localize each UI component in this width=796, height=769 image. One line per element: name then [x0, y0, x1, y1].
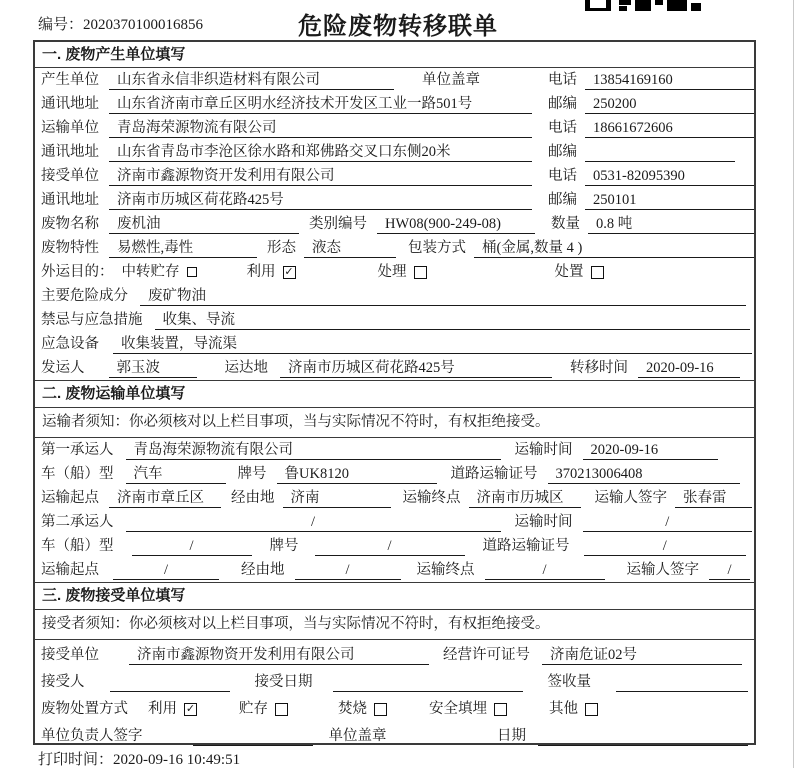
transport-route-row-1 — [35, 486, 754, 510]
responsible-signature-row — [35, 721, 754, 748]
transporter-phone-value: 18661672606 — [585, 118, 754, 138]
recipient-row — [35, 667, 754, 694]
purpose-dispose-label: 处置 — [554, 264, 584, 280]
transporter-notice: 运输者须知：你必须核对以上栏目事项，当与实际情况不符时，有权拒绝接受。 — [35, 408, 754, 438]
receipt-date-label: 接受日期 — [254, 674, 313, 690]
emergency-equipment-row — [35, 332, 754, 356]
shipper-row — [35, 356, 754, 380]
plate-number-value: 鲁UK8120 — [277, 464, 437, 484]
transporter-unit-value: 青岛海荣源物流有限公司 — [109, 118, 532, 138]
transport-time-value-2: / — [583, 512, 753, 532]
generator-zip-value: 250200 — [585, 94, 754, 114]
packaging-value: 桶(金属,数量 4 ) — [474, 238, 754, 258]
waste-name-label: 废物名称 — [41, 216, 99, 232]
purpose-transfer-storage-checkbox — [187, 267, 197, 277]
plate-number-label: 牌号 — [237, 466, 267, 482]
destination-label: 运达地 — [224, 360, 268, 376]
phone-label: 电话 — [548, 168, 577, 184]
receiving-unit-value: 济南市鑫源物资开发利用有限公司 — [129, 645, 429, 665]
shipper-label: 发运人 — [41, 360, 85, 376]
license-number-label: 经营许可证号 — [443, 647, 530, 663]
carrier-signature-label: 运输人签字 — [626, 562, 699, 578]
postal-address-label: 通讯地址 — [41, 144, 99, 160]
responsible-signature-label: 单位负责人签字 — [41, 728, 143, 744]
form-state-value: 液态 — [304, 238, 396, 258]
disposal-storage-checkbox — [275, 703, 288, 716]
carrier-signature-value: 张春雷 — [675, 488, 752, 508]
hazard-component-value: 废矿物油 — [140, 286, 746, 306]
phone-label: 电话 — [548, 120, 577, 136]
phone-label: 电话 — [548, 72, 577, 88]
quantity-label: 数量 — [551, 216, 580, 232]
receiving-unit-row — [35, 640, 754, 667]
quantity-value: 0.8 吨 — [588, 214, 754, 234]
purpose-treat-checkbox — [414, 266, 427, 279]
vehicle-type-label: 车（船）型 — [41, 538, 114, 554]
terminus-label: 运输终点 — [402, 490, 461, 506]
carrier-signature-value-2: / — [709, 560, 750, 580]
emergency-measures-value: 收集、导流 — [155, 310, 751, 330]
origin-value-2: / — [113, 560, 219, 580]
transport-route-row-2 — [35, 558, 754, 582]
purpose-utilize-label: 利用 — [246, 264, 276, 280]
generator-address-value: 山东省济南市章丘区明水经济技术开发区工业一路501号 — [109, 94, 532, 114]
disposal-incinerate-label: 焚烧 — [338, 701, 367, 717]
transport-time-value: 2020-09-16 — [583, 440, 719, 460]
generator-unit-label: 产生单位 — [41, 72, 99, 88]
via-value-2: / — [295, 560, 401, 580]
vehicle-type-value: 汽车 — [126, 464, 226, 484]
zip-label: 邮编 — [548, 192, 577, 208]
via-value: 济南 — [283, 488, 391, 508]
waste-property-label: 废物特性 — [41, 240, 99, 256]
date-value — [538, 726, 748, 746]
purpose-treat-label: 处理 — [377, 264, 407, 280]
unit-seal-label: 单位盖章 — [328, 728, 387, 744]
receiver-unit-row — [35, 164, 754, 188]
second-carrier-value: / — [126, 512, 501, 532]
emergency-measures-row — [35, 308, 754, 332]
disposal-storage-label: 贮存 — [239, 701, 268, 717]
plate-number-value-2: / — [315, 536, 465, 556]
terminus-label: 运输终点 — [416, 562, 475, 578]
unit-seal-label: 单位盖章 — [422, 72, 480, 88]
receiver-phone-value: 0531-82095390 — [585, 166, 754, 186]
waste-property-value: 易燃性,毒性 — [109, 238, 257, 258]
license-number-value: 济南危证02号 — [542, 645, 742, 665]
date-label: 日期 — [497, 728, 526, 744]
transporter-address-row — [35, 140, 754, 164]
generator-unit-value: 山东省永信非织造材料有限公司 — [109, 70, 394, 90]
emergency-equipment-value: 收集装置，导流渠 — [113, 334, 752, 354]
outbound-purpose-label: 外运目的： — [41, 264, 114, 280]
section2-header: 二. 废物运输单位填写 — [35, 380, 754, 408]
print-time-label: 打印时间： — [38, 752, 114, 768]
receiver-address-value: 济南市历城区荷花路425号 — [109, 190, 532, 210]
category-code-label: 类别编号 — [309, 216, 367, 232]
print-time — [38, 748, 240, 769]
transporter-address-value: 山东省青岛市李沧区徐水路和郑佛路交叉口东侧20米 — [109, 142, 532, 162]
waste-property-row — [35, 236, 754, 260]
hazard-component-label: 主要危险成分 — [41, 288, 128, 304]
responsible-signature-value — [193, 726, 313, 746]
page-title: 危险废物转移联单 — [298, 13, 498, 40]
transporter-unit-row — [35, 116, 754, 140]
disposal-landfill-label: 安全填埋 — [429, 701, 487, 717]
first-carrier-label: 第一承运人 — [41, 442, 114, 458]
hazard-component-row — [35, 284, 754, 308]
section1-header: 一. 废物产生单位填写 — [35, 42, 754, 68]
terminus-value: 济南市历城区 — [469, 488, 581, 508]
origin-value: 济南市章丘区 — [109, 488, 221, 508]
waste-name-value: 废机油 — [109, 214, 299, 234]
road-permit-label: 道路运输证号 — [482, 538, 570, 554]
generator-unit-row — [35, 68, 754, 92]
transporter-unit-label: 运输单位 — [41, 120, 99, 136]
received-amount-label: 签收量 — [547, 674, 591, 690]
zip-label: 邮编 — [548, 96, 577, 112]
road-permit-value-2: / — [584, 536, 747, 556]
receiver-zip-value: 250101 — [585, 190, 754, 210]
receiver-unit-value: 济南市鑫源物资开发利用有限公司 — [109, 166, 532, 186]
destination-value: 济南市历城区荷花路425号 — [280, 358, 552, 378]
disposal-landfill-checkbox — [494, 703, 507, 716]
transfer-time-label: 转移时间 — [570, 360, 628, 376]
shipper-value: 郭玉波 — [109, 358, 197, 378]
form-state-label: 形态 — [267, 240, 296, 256]
receipt-date-value — [333, 672, 523, 692]
page-edge-line — [793, 0, 794, 768]
zip-label: 邮编 — [548, 144, 577, 160]
plate-number-label: 牌号 — [269, 538, 299, 554]
transfer-time-value: 2020-09-16 — [638, 358, 740, 378]
category-code-value: HW08(900-249-08) — [377, 214, 535, 234]
disposal-method-row — [35, 694, 754, 721]
disposal-utilize-label: 利用 — [148, 701, 177, 717]
generator-address-row — [35, 92, 754, 116]
via-label: 经由地 — [241, 562, 285, 578]
vehicle-type-value-2: / — [132, 536, 252, 556]
emergency-measures-label: 禁忌与应急措施 — [41, 312, 143, 328]
second-carrier-row — [35, 510, 754, 534]
purpose-utilize-checkbox: ✓ — [284, 264, 294, 278]
receiving-unit-label: 接受单位 — [41, 647, 99, 663]
first-carrier-row — [35, 438, 754, 462]
qr-code-fragment-icon — [585, 0, 703, 11]
transport-time-label: 运输时间 — [514, 442, 573, 458]
waste-name-row — [35, 212, 754, 236]
recipient-value — [110, 672, 230, 692]
origin-label: 运输起点 — [41, 562, 99, 578]
transporter-zip-value — [585, 142, 735, 162]
terminus-value-2: / — [485, 560, 605, 580]
postal-address-label: 通讯地址 — [41, 96, 99, 112]
postal-address-label: 通讯地址 — [41, 192, 99, 208]
generator-phone-value: 13854169160 — [585, 70, 754, 90]
recipient-label: 接受人 — [41, 674, 85, 690]
disposal-utilize-checkbox: ✓ — [185, 701, 196, 715]
road-permit-value: 370213006408 — [548, 464, 741, 484]
print-time-value: 2020-09-16 10:49:51 — [113, 752, 241, 768]
second-carrier-label: 第二承运人 — [41, 514, 114, 530]
first-carrier-value: 青岛海荣源物流有限公司 — [126, 440, 501, 460]
transport-time-label: 运输时间 — [514, 514, 573, 530]
emergency-equipment-label: 应急设备 — [41, 336, 99, 352]
vehicle-type-row-2 — [35, 534, 754, 558]
purpose-dispose-checkbox — [591, 266, 604, 279]
outbound-purpose-row — [35, 260, 754, 284]
receiver-address-row — [35, 188, 754, 212]
disposal-method-label: 废物处置方式 — [41, 701, 128, 717]
carrier-signature-label: 运输人签字 — [594, 490, 667, 506]
serial-label: 编号： — [38, 17, 84, 33]
disposal-other-checkbox — [585, 703, 598, 716]
receiver-notice: 接受者须知：你必须核对以上栏目事项，当与实际情况不符时，有权拒绝接受。 — [35, 610, 754, 640]
manifest-form — [33, 40, 756, 745]
vehicle-type-row-1 — [35, 462, 754, 486]
serial-value: 2020370100016856 — [83, 17, 204, 33]
section3-header: 三. 废物接受单位填写 — [35, 582, 754, 610]
via-label: 经由地 — [231, 490, 275, 506]
disposal-incinerate-checkbox — [374, 703, 387, 716]
received-amount-value — [616, 672, 748, 692]
road-permit-label: 道路运输证号 — [450, 466, 538, 482]
receiver-unit-label: 接受单位 — [41, 168, 99, 184]
purpose-transfer-storage-label: 中转贮存 — [121, 264, 180, 280]
origin-label: 运输起点 — [41, 490, 99, 506]
vehicle-type-label: 车（船）型 — [41, 466, 114, 482]
disposal-other-label: 其他 — [549, 701, 578, 717]
packaging-label: 包装方式 — [408, 240, 466, 256]
